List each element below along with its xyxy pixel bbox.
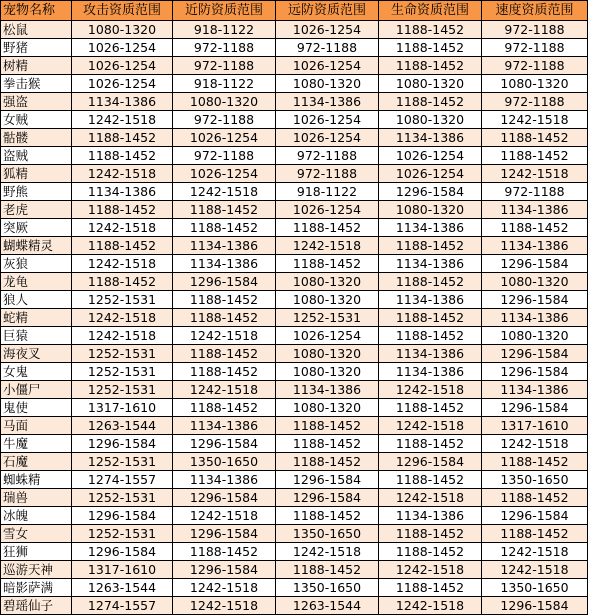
table-row xyxy=(1,561,588,579)
cell-attack[interactable]: 1263-1544 xyxy=(72,417,173,435)
table-row xyxy=(1,417,588,435)
cell-ranged-defense[interactable]: 1188-1452 xyxy=(276,255,379,273)
cell-attack[interactable]: 1296-1584 xyxy=(72,435,173,453)
table-row xyxy=(1,39,588,57)
cell-melee-defense[interactable]: 1242-1518 xyxy=(173,183,276,201)
cell-pet-name[interactable]: 老虎 xyxy=(1,201,72,219)
table-row xyxy=(1,255,588,273)
cell-life[interactable]: 1188-1452 xyxy=(379,57,482,75)
cell-life[interactable]: 1134-1386 xyxy=(379,219,482,237)
table-row xyxy=(1,201,588,219)
cell-life[interactable]: 1188-1452 xyxy=(379,21,482,39)
cell-speed[interactable]: 1134-1386 xyxy=(482,381,588,399)
table-row xyxy=(1,219,588,237)
cell-pet-name[interactable]: 盗贼 xyxy=(1,147,72,165)
cell-life[interactable]: 1188-1452 xyxy=(379,471,482,489)
cell-speed[interactable]: 1296-1584 xyxy=(482,345,588,363)
cell-speed[interactable]: 1188-1452 xyxy=(482,453,588,471)
table-row xyxy=(1,111,588,129)
cell-attack[interactable]: 1134-1386 xyxy=(72,183,173,201)
cell-speed[interactable]: 1242-1518 xyxy=(482,165,588,183)
cell-life[interactable]: 1188-1452 xyxy=(379,435,482,453)
cell-pet-name[interactable]: 蛇精 xyxy=(1,309,72,327)
cell-melee-defense[interactable]: 1296-1584 xyxy=(173,489,276,507)
cell-speed[interactable]: 1296-1584 xyxy=(482,399,588,417)
header-cell-speed[interactable]: 速度资质范围 xyxy=(482,1,588,21)
cell-melee-defense[interactable]: 1242-1518 xyxy=(173,579,276,597)
cell-life[interactable]: 1134-1386 xyxy=(379,291,482,309)
cell-attack[interactable]: 1252-1531 xyxy=(72,363,173,381)
cell-pet-name[interactable]: 狼人 xyxy=(1,291,72,309)
cell-attack[interactable]: 1274-1557 xyxy=(72,471,173,489)
cell-ranged-defense[interactable]: 1080-1320 xyxy=(276,273,379,291)
cell-attack[interactable]: 1242-1518 xyxy=(72,255,173,273)
cell-life[interactable]: 1188-1452 xyxy=(379,309,482,327)
cell-speed[interactable]: 1188-1452 xyxy=(482,525,588,543)
cell-pet-name[interactable]: 野熊 xyxy=(1,183,72,201)
cell-pet-name[interactable]: 巡游天神 xyxy=(1,561,72,579)
cell-life[interactable]: 1188-1452 xyxy=(379,525,482,543)
cell-life[interactable]: 1188-1452 xyxy=(379,543,482,561)
cell-speed[interactable]: 1317-1610 xyxy=(482,417,588,435)
cell-pet-name[interactable]: 碧瑶仙子 xyxy=(1,597,72,615)
cell-ranged-defense[interactable]: 1242-1518 xyxy=(276,237,379,255)
cell-life[interactable]: 1188-1452 xyxy=(379,327,482,345)
cell-life[interactable]: 1134-1386 xyxy=(379,255,482,273)
cell-pet-name[interactable]: 暗影萨满 xyxy=(1,579,72,597)
cell-pet-name[interactable]: 拳击猴 xyxy=(1,75,72,93)
cell-melee-defense[interactable]: 1026-1254 xyxy=(173,165,276,183)
cell-pet-name[interactable]: 蜘蛛精 xyxy=(1,471,72,489)
cell-ranged-defense[interactable]: 1296-1584 xyxy=(276,489,379,507)
cell-ranged-defense[interactable]: 1350-1650 xyxy=(276,579,379,597)
cell-attack[interactable]: 1317-1610 xyxy=(72,399,173,417)
cell-attack[interactable]: 1242-1518 xyxy=(72,309,173,327)
cell-pet-name[interactable]: 灰狼 xyxy=(1,255,72,273)
cell-ranged-defense[interactable]: 1080-1320 xyxy=(276,75,379,93)
header-cell-ranged-defense[interactable]: 远防资质范围 xyxy=(276,1,379,21)
cell-melee-defense[interactable]: 972-1188 xyxy=(173,39,276,57)
cell-speed[interactable]: 1080-1320 xyxy=(482,75,588,93)
cell-attack[interactable]: 1026-1254 xyxy=(72,39,173,57)
cell-melee-defense[interactable]: 1188-1452 xyxy=(173,219,276,237)
cell-ranged-defense[interactable]: 1188-1452 xyxy=(276,453,379,471)
cell-attack[interactable]: 1242-1518 xyxy=(72,165,173,183)
cell-pet-name[interactable]: 狂狮 xyxy=(1,543,72,561)
cell-ranged-defense[interactable]: 972-1188 xyxy=(276,147,379,165)
cell-speed[interactable]: 972-1188 xyxy=(482,57,588,75)
cell-attack[interactable]: 1252-1531 xyxy=(72,345,173,363)
cell-speed[interactable]: 972-1188 xyxy=(482,39,588,57)
table-row xyxy=(1,291,588,309)
cell-attack[interactable]: 1080-1320 xyxy=(72,21,173,39)
table-row xyxy=(1,165,588,183)
cell-attack[interactable]: 1188-1452 xyxy=(72,237,173,255)
cell-speed[interactable]: 1080-1320 xyxy=(482,273,588,291)
table-row xyxy=(1,399,588,417)
table-row xyxy=(1,507,588,525)
table-row xyxy=(1,435,588,453)
cell-melee-defense[interactable]: 1188-1452 xyxy=(173,363,276,381)
cell-attack[interactable]: 1317-1610 xyxy=(72,561,173,579)
cell-pet-name[interactable]: 突厥 xyxy=(1,219,72,237)
cell-attack[interactable]: 1026-1254 xyxy=(72,75,173,93)
cell-melee-defense[interactable]: 1026-1254 xyxy=(173,129,276,147)
header-cell-life[interactable]: 生命资质范围 xyxy=(379,1,482,21)
cell-attack[interactable]: 1134-1386 xyxy=(72,93,173,111)
cell-life[interactable]: 1242-1518 xyxy=(379,597,482,615)
cell-speed[interactable]: 1134-1386 xyxy=(482,237,588,255)
cell-ranged-defense[interactable]: 1188-1452 xyxy=(276,219,379,237)
table-row xyxy=(1,21,588,39)
cell-life[interactable]: 1188-1452 xyxy=(379,399,482,417)
cell-speed[interactable]: 972-1188 xyxy=(482,93,588,111)
cell-melee-defense[interactable]: 1188-1452 xyxy=(173,309,276,327)
cell-melee-defense[interactable]: 1188-1452 xyxy=(173,399,276,417)
cell-melee-defense[interactable]: 1188-1452 xyxy=(173,345,276,363)
cell-pet-name[interactable]: 海夜叉 xyxy=(1,345,72,363)
cell-life[interactable]: 1242-1518 xyxy=(379,489,482,507)
table-body xyxy=(1,21,588,615)
cell-ranged-defense[interactable]: 1188-1452 xyxy=(276,417,379,435)
cell-attack[interactable]: 1296-1584 xyxy=(72,507,173,525)
cell-melee-defense[interactable]: 918-1122 xyxy=(173,75,276,93)
cell-speed[interactable]: 1296-1584 xyxy=(482,255,588,273)
cell-life[interactable]: 1134-1386 xyxy=(379,507,482,525)
table-row xyxy=(1,489,588,507)
cell-melee-defense[interactable]: 1242-1518 xyxy=(173,381,276,399)
cell-pet-name[interactable]: 松鼠 xyxy=(1,21,72,39)
cell-ranged-defense[interactable]: 918-1122 xyxy=(276,183,379,201)
cell-life[interactable]: 1134-1386 xyxy=(379,345,482,363)
table-row xyxy=(1,237,588,255)
cell-attack[interactable]: 1252-1531 xyxy=(72,453,173,471)
cell-ranged-defense[interactable]: 1134-1386 xyxy=(276,381,379,399)
cell-speed[interactable]: 1080-1320 xyxy=(482,327,588,345)
cell-speed[interactable]: 972-1188 xyxy=(482,21,588,39)
cell-speed[interactable]: 1188-1452 xyxy=(482,219,588,237)
cell-life[interactable]: 1026-1254 xyxy=(379,165,482,183)
cell-life[interactable]: 1296-1584 xyxy=(379,183,482,201)
cell-attack[interactable]: 1242-1518 xyxy=(72,219,173,237)
table-row xyxy=(1,525,588,543)
cell-speed[interactable]: 1134-1386 xyxy=(482,201,588,219)
cell-pet-name[interactable]: 冰魄 xyxy=(1,507,72,525)
cell-melee-defense[interactable]: 1296-1584 xyxy=(173,273,276,291)
table-row xyxy=(1,57,588,75)
cell-melee-defense[interactable]: 972-1188 xyxy=(173,111,276,129)
cell-speed[interactable]: 1134-1386 xyxy=(482,309,588,327)
cell-ranged-defense[interactable]: 1080-1320 xyxy=(276,345,379,363)
cell-melee-defense[interactable]: 972-1188 xyxy=(173,57,276,75)
cell-attack[interactable]: 1263-1544 xyxy=(72,579,173,597)
cell-attack[interactable]: 1252-1531 xyxy=(72,291,173,309)
table-row xyxy=(1,93,588,111)
cell-melee-defense[interactable]: 972-1188 xyxy=(173,147,276,165)
cell-pet-name[interactable]: 瑞兽 xyxy=(1,489,72,507)
cell-attack[interactable]: 1252-1531 xyxy=(72,381,173,399)
cell-ranged-defense[interactable]: 1080-1320 xyxy=(276,363,379,381)
table-row xyxy=(1,381,588,399)
table-row xyxy=(1,129,588,147)
cell-ranged-defense[interactable]: 1026-1254 xyxy=(276,201,379,219)
table-row xyxy=(1,75,588,93)
cell-speed[interactable]: 1296-1584 xyxy=(482,597,588,615)
cell-melee-defense[interactable]: 1350-1650 xyxy=(173,453,276,471)
cell-pet-name[interactable]: 石魔 xyxy=(1,453,72,471)
cell-melee-defense[interactable]: 1296-1584 xyxy=(173,525,276,543)
cell-ranged-defense[interactable]: 1188-1452 xyxy=(276,561,379,579)
cell-life[interactable]: 1242-1518 xyxy=(379,381,482,399)
cell-melee-defense[interactable]: 1242-1518 xyxy=(173,597,276,615)
cell-speed[interactable]: 1188-1452 xyxy=(482,147,588,165)
cell-life[interactable]: 1134-1386 xyxy=(379,129,482,147)
cell-life[interactable]: 1296-1584 xyxy=(379,453,482,471)
cell-attack[interactable]: 1252-1531 xyxy=(72,489,173,507)
cell-attack[interactable]: 1188-1452 xyxy=(72,273,173,291)
cell-pet-name[interactable]: 巨猿 xyxy=(1,327,72,345)
cell-attack[interactable]: 1188-1452 xyxy=(72,129,173,147)
cell-ranged-defense[interactable]: 1242-1518 xyxy=(276,543,379,561)
cell-melee-defense[interactable]: 1242-1518 xyxy=(173,327,276,345)
cell-ranged-defense[interactable]: 1026-1254 xyxy=(276,21,379,39)
cell-life[interactable]: 1188-1452 xyxy=(379,579,482,597)
cell-pet-name[interactable]: 龙龟 xyxy=(1,273,72,291)
cell-speed[interactable]: 1242-1518 xyxy=(482,435,588,453)
cell-ranged-defense[interactable]: 1026-1254 xyxy=(276,327,379,345)
table-row xyxy=(1,345,588,363)
cell-speed[interactable]: 1296-1584 xyxy=(482,291,588,309)
table-row xyxy=(1,543,588,561)
cell-melee-defense[interactable]: 1296-1584 xyxy=(173,561,276,579)
cell-ranged-defense[interactable]: 1263-1544 xyxy=(276,597,379,615)
cell-pet-name[interactable]: 小僵尸 xyxy=(1,381,72,399)
cell-speed[interactable]: 1296-1584 xyxy=(482,507,588,525)
table-row xyxy=(1,183,588,201)
cell-pet-name[interactable]: 女鬼 xyxy=(1,363,72,381)
cell-pet-name[interactable]: 强盗 xyxy=(1,93,72,111)
cell-melee-defense[interactable]: 1188-1452 xyxy=(173,543,276,561)
cell-attack[interactable]: 1242-1518 xyxy=(72,111,173,129)
header-cell-attack[interactable]: 攻击资质范围 xyxy=(72,1,173,21)
cell-life[interactable]: 1188-1452 xyxy=(379,273,482,291)
cell-attack[interactable]: 1188-1452 xyxy=(72,201,173,219)
cell-ranged-defense[interactable]: 1296-1584 xyxy=(276,471,379,489)
table-row xyxy=(1,309,588,327)
cell-ranged-defense[interactable]: 1026-1254 xyxy=(276,111,379,129)
table-row xyxy=(1,597,588,615)
cell-life[interactable]: 1080-1320 xyxy=(379,75,482,93)
cell-melee-defense[interactable]: 1134-1386 xyxy=(173,237,276,255)
table-row xyxy=(1,273,588,291)
cell-speed[interactable]: 1242-1518 xyxy=(482,543,588,561)
cell-pet-name[interactable]: 狐精 xyxy=(1,165,72,183)
cell-speed[interactable]: 1242-1518 xyxy=(482,111,588,129)
cell-speed[interactable]: 1188-1452 xyxy=(482,489,588,507)
cell-attack[interactable]: 1252-1531 xyxy=(72,525,173,543)
table-row xyxy=(1,363,588,381)
cell-speed[interactable]: 1350-1650 xyxy=(482,471,588,489)
cell-ranged-defense[interactable]: 1252-1531 xyxy=(276,309,379,327)
cell-melee-defense[interactable]: 1134-1386 xyxy=(173,471,276,489)
cell-speed[interactable]: 1242-1518 xyxy=(482,561,588,579)
cell-life[interactable]: 1188-1452 xyxy=(379,237,482,255)
cell-life[interactable]: 1188-1452 xyxy=(379,93,482,111)
cell-melee-defense[interactable]: 1080-1320 xyxy=(173,93,276,111)
cell-attack[interactable]: 1188-1452 xyxy=(72,147,173,165)
cell-attack[interactable]: 1274-1557 xyxy=(72,597,173,615)
cell-ranged-defense[interactable]: 1080-1320 xyxy=(276,291,379,309)
table-row xyxy=(1,453,588,471)
cell-ranged-defense[interactable]: 1188-1452 xyxy=(276,507,379,525)
cell-pet-name[interactable]: 女贼 xyxy=(1,111,72,129)
cell-ranged-defense[interactable]: 1026-1254 xyxy=(276,129,379,147)
cell-pet-name[interactable]: 野猪 xyxy=(1,39,72,57)
cell-melee-defense[interactable]: 1188-1452 xyxy=(173,201,276,219)
header-row xyxy=(1,1,588,21)
cell-life[interactable]: 1026-1254 xyxy=(379,147,482,165)
cell-ranged-defense[interactable]: 1188-1452 xyxy=(276,435,379,453)
cell-attack[interactable]: 1296-1584 xyxy=(72,543,173,561)
table-row xyxy=(1,147,588,165)
cell-pet-name[interactable]: 雪女 xyxy=(1,525,72,543)
cell-ranged-defense[interactable]: 1134-1386 xyxy=(276,93,379,111)
cell-ranged-defense[interactable]: 1080-1320 xyxy=(276,399,379,417)
table-row xyxy=(1,471,588,489)
table-row xyxy=(1,327,588,345)
cell-melee-defense[interactable]: 1242-1518 xyxy=(173,507,276,525)
cell-melee-defense[interactable]: 1134-1386 xyxy=(173,255,276,273)
cell-speed[interactable]: 1296-1584 xyxy=(482,363,588,381)
cell-pet-name[interactable]: 马面 xyxy=(1,417,72,435)
cell-melee-defense[interactable]: 1134-1386 xyxy=(173,417,276,435)
cell-ranged-defense[interactable]: 972-1188 xyxy=(276,165,379,183)
cell-ranged-defense[interactable]: 972-1188 xyxy=(276,39,379,57)
cell-attack[interactable]: 1026-1254 xyxy=(72,57,173,75)
cell-speed[interactable]: 1188-1452 xyxy=(482,129,588,147)
cell-melee-defense[interactable]: 1188-1452 xyxy=(173,291,276,309)
cell-life[interactable]: 1080-1320 xyxy=(379,201,482,219)
cell-life[interactable]: 1080-1320 xyxy=(379,111,482,129)
cell-pet-name[interactable]: 树精 xyxy=(1,57,72,75)
cell-melee-defense[interactable]: 918-1122 xyxy=(173,21,276,39)
cell-ranged-defense[interactable]: 1350-1650 xyxy=(276,525,379,543)
cell-life[interactable]: 1242-1518 xyxy=(379,417,482,435)
cell-life[interactable]: 1242-1518 xyxy=(379,561,482,579)
cell-ranged-defense[interactable]: 1026-1254 xyxy=(276,57,379,75)
cell-melee-defense[interactable]: 1296-1584 xyxy=(173,435,276,453)
cell-speed[interactable]: 1350-1650 xyxy=(482,579,588,597)
cell-speed[interactable]: 972-1188 xyxy=(482,183,588,201)
cell-pet-name[interactable]: 蝴蝶精灵 xyxy=(1,237,72,255)
cell-life[interactable]: 1134-1386 xyxy=(379,363,482,381)
cell-attack[interactable]: 1242-1518 xyxy=(72,327,173,345)
header-cell-pet-name[interactable]: 宠物名称 xyxy=(1,1,72,21)
cell-pet-name[interactable]: 牛魔 xyxy=(1,435,72,453)
table-row xyxy=(1,579,588,597)
cell-life[interactable]: 1188-1452 xyxy=(379,39,482,57)
header-cell-melee-defense[interactable]: 近防资质范围 xyxy=(173,1,276,21)
cell-pet-name[interactable]: 骷髅 xyxy=(1,129,72,147)
cell-pet-name[interactable]: 鬼使 xyxy=(1,399,72,417)
